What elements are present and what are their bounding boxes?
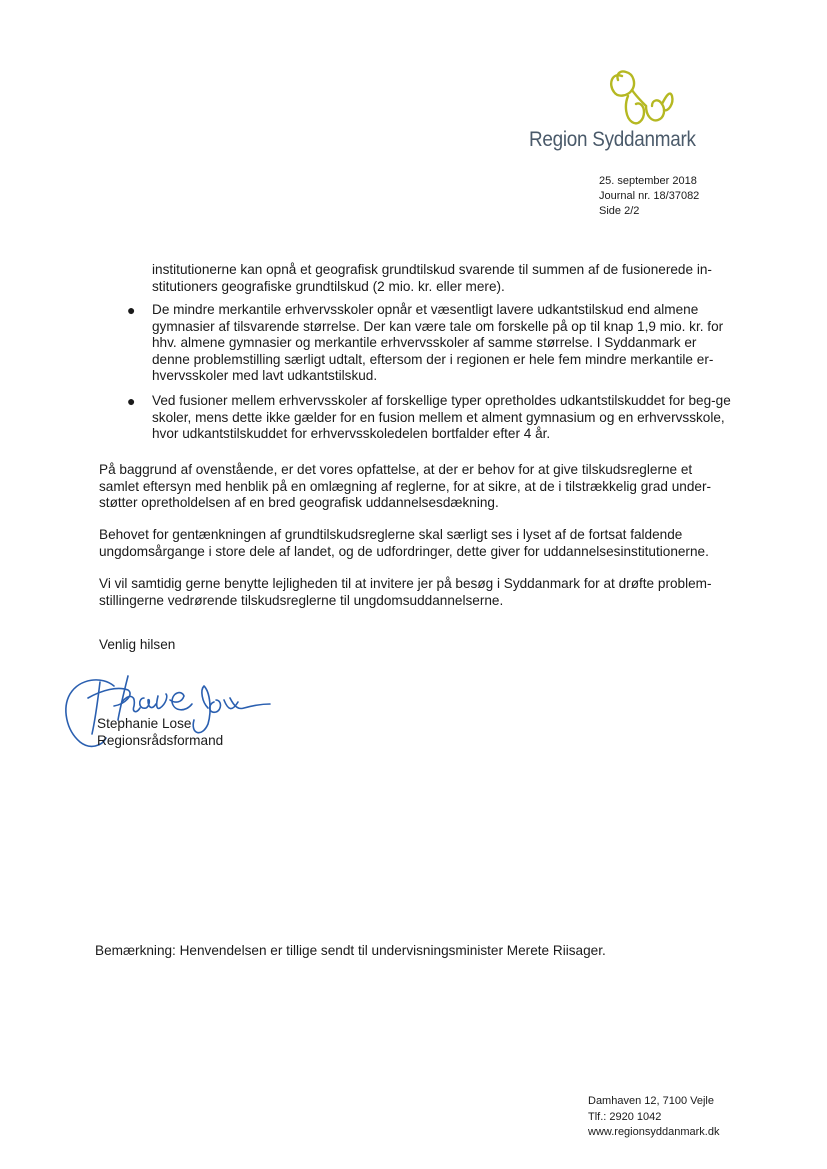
- paragraph: På baggrund af ovenstående, er det vores opfattelse, at der er behov for at give tilskudsreglerne et samlet eftersyn med henblik på en omlægning af reglerne, for at sikre, at de i tilstrækkelig grad under-støtter opretholdelsen af en bred geografisk uddannelsesdækning.: [99, 462, 712, 510]
- letter-meta: [599, 174, 699, 219]
- paragraph: Behovet for gentænkningen af grundtilskudsreglerne skal særligt ses i lyset af de fortsat faldende ungdomsårgange i store dele af landet, og de udfordringer, dette giver for uddannelsesinstitutionerne.: [99, 527, 709, 559]
- bullet-icon: ●: [127, 393, 136, 409]
- footer-phone: Tlf.: 2920 1042: [588, 1110, 662, 1123]
- list-item: [127, 393, 734, 443]
- list-item-text: Ved fusioner mellem erhvervsskoler af forskellige typer opretholdes udkantstilskuddet for beg-ge skoler, mens dette ikke gælder for en fusion mellem et alment gymnasium og en erhvervsskole, hvor udkantstilskuddet for erhvervsskoledelen bortfalder efter 4 år.: [152, 393, 731, 441]
- footer-address: Damhaven 12, 7100 Vejle: [588, 1095, 714, 1107]
- journal-number: Journal nr. 18/37082: [599, 190, 700, 202]
- list-item-text: De mindre merkantile erhvervsskoler opnår et væsentligt lavere udkantstilskud end almene gymnasier af tilsvarende størrelse. Der kan være tale om forskelle på op til knap 1,9 mio. kr. for hhv. almene gymnasier og merkantile erhvervsskoler af samme størrelse. I Syddanmark er denne problemstilling særligt udtalt, eftersom der i regionen er hele fem mindre merkantile er-hvervsskoler med lavt udkantstilskud.: [152, 302, 724, 383]
- footer-address-block: [588, 1094, 719, 1141]
- letter-date: 25. september 2018: [599, 175, 697, 187]
- signatory-title: Regionsrådsformand: [97, 733, 224, 748]
- signatory-name: Stephanie Lose: [97, 716, 192, 731]
- bullet-icon: ●: [127, 302, 136, 318]
- footer-website: www.regionsyddanmark.dk: [588, 1126, 720, 1138]
- remark-note: Bemærkning: Henvendelsen er tillige sendt til undervisningsminister Merete Riisager.: [95, 943, 606, 958]
- paragraph: Vi vil samtidig gerne benytte lejligheden til at invitere jer på besøg i Syddanmark for at drøfte problem-stillingerne vedrørende tilskudsreglerne til ungdomsuddannelserne.: [99, 576, 712, 608]
- closing-greeting: Venlig hilsen: [99, 637, 176, 652]
- continuation-text: institutionerne kan opnå et geografisk grundtilskud svarende til summen af de fusionerede in-stitutioners geografiske grundtilskud (2 mio. kr. eller mere).: [152, 262, 712, 294]
- region-syddanmark-logo-icon: [606, 66, 676, 128]
- page-number: Side 2/2: [599, 205, 640, 217]
- region-logo-text: Region Syddanmark: [529, 128, 696, 151]
- list-item: [127, 302, 734, 385]
